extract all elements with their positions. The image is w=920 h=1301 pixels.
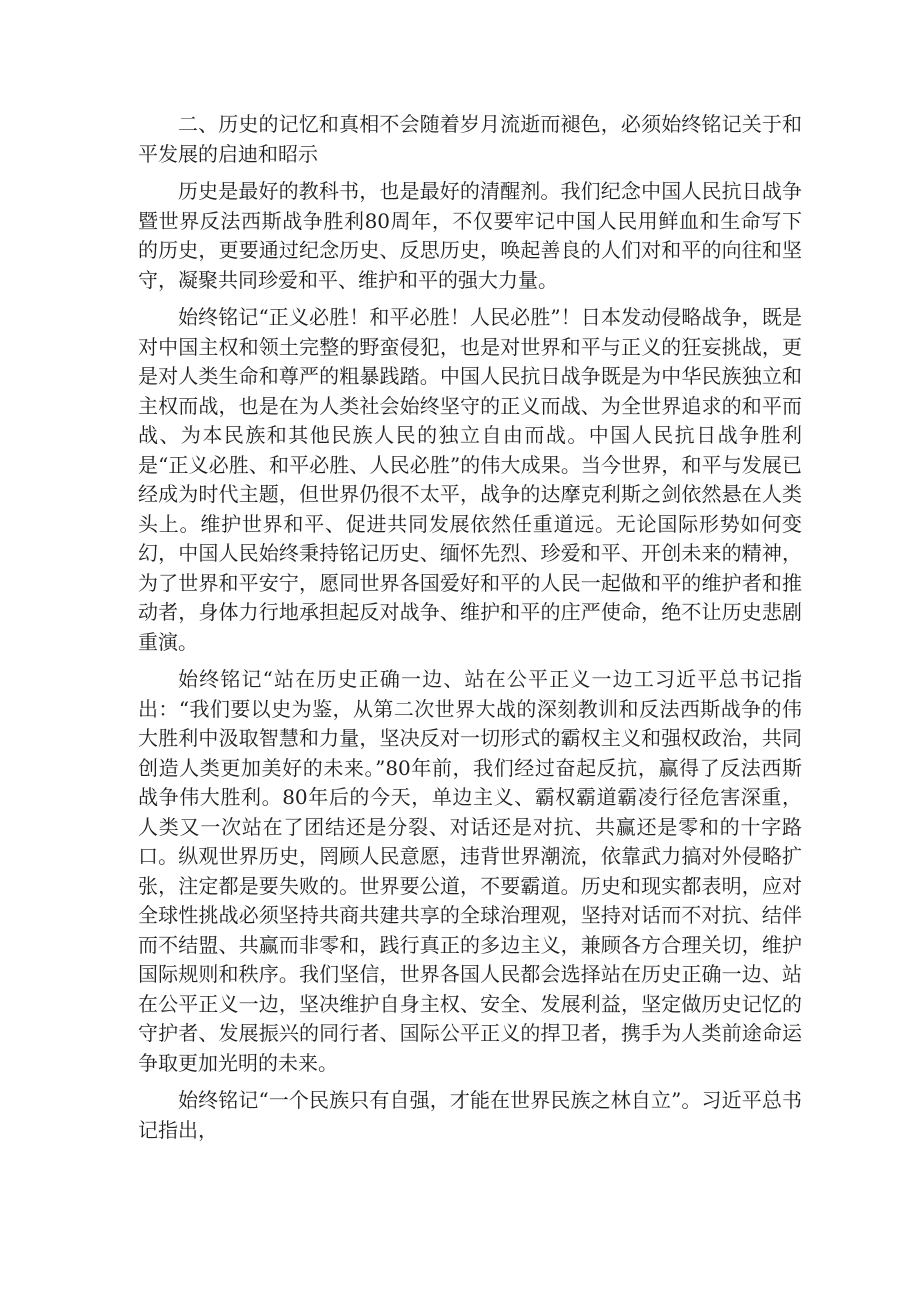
paragraph-history-textbook: 历史是最好的教科书，也是最好的清醒剂。我们纪念中国人民抗日战争暨世界反法西斯战争胜利80周年，不仅要牢记中国人民用鲜血和生命写下的历史，更要通过纪念历史、反思历史，唤起善良的人们对和平的向往和坚守，凝聚共同珍爱和平、维护和平的强大力量。	[138, 179, 802, 292]
paragraph-self-reliance: 始终铭记“一个民族只有自强，才能在世界民族之林自立”。习近平总书记指出，	[138, 1088, 802, 1142]
document-body	[138, 110, 802, 1153]
paragraph-right-side-of-history: 始终铭记“站在历史正确一边、站在公平正义一边工习近平总书记指出：“我们要以史为鉴，从第二次世界大战的深刻教训和反法西斯战争的伟大胜利中汲取智慧和力量，坚决反对一切形式的霸权主义和强权政治，共同创造人类更加美好的未来。”80年前，我们经过奋起反抗，赢得了反法西斯战争伟大胜利。80年后的今天，单边主义、霸权霸道霸凌行径危害深重，人类又一次站在了团结还是分裂、对话还是对抗、共赢还是零和的十字路口。纵观世界历史，罔顾人民意愿，违背世界潮流，依靠武力搞对外侵略扩张，注定都是要失败的。世界要公道，不要霸道。历史和现实都表明，应对全球性挑战必须坚持共商共建共享的全球治理观，坚持对话而不对抗、结伴而不结盟、共赢而非零和，践行真正的多边主义，兼顾各方合理关切，维护国际规则和秩序。我们坚信，世界各国人民都会选择站在历史正确一边、站在公平正义一边，坚决维护自身主权、安全、发展利益，坚定做历史记忆的守护者、发展振兴的同行者、国际公平正义的捍卫者，携手为人类前途命运争取更加光明的未来。	[138, 667, 802, 1075]
paragraph-justice-peace-people: 始终铭记“正义必胜！和平必胜！人民必胜”！日本发动侵略战争，既是对中国主权和领土完整的野蛮侵犯，也是对世界和平与正义的狂妄挑战，更是对人类生命和尊严的粗暴践踏。中国人民抗日战争既是为中华民族独立和主权而战，也是在为人类社会始终坚守的正义而战、为全世界追求的和平而战、为本民族和其他民族人民的独立自由而战。中国人民抗日战争胜利是“正义必胜、和平必胜、人民必胜”的伟大成果。当今世界，和平与发展已经成为时代主题，但世界仍很不太平，战争的达摩克利斯之剑依然悬在人类头上。维护世界和平、促进共同发展依然任重道远。无论国际形势如何变幻，中国人民始终秉持铭记历史、缅怀先烈、珍爱和平、开创未来的精神，为了世界和平安宁，愿同世界各国爱好和平的人民一起做和平的维护者和推动者，身体力行地承担起反对战争、维护和平的庄严使命，绝不让历史悲剧重演。	[138, 305, 802, 654]
section-heading: 二、历史的记忆和真相不会随着岁月流逝而褪色，必须始终铭记关于和平发展的启迪和昭示	[138, 112, 802, 166]
